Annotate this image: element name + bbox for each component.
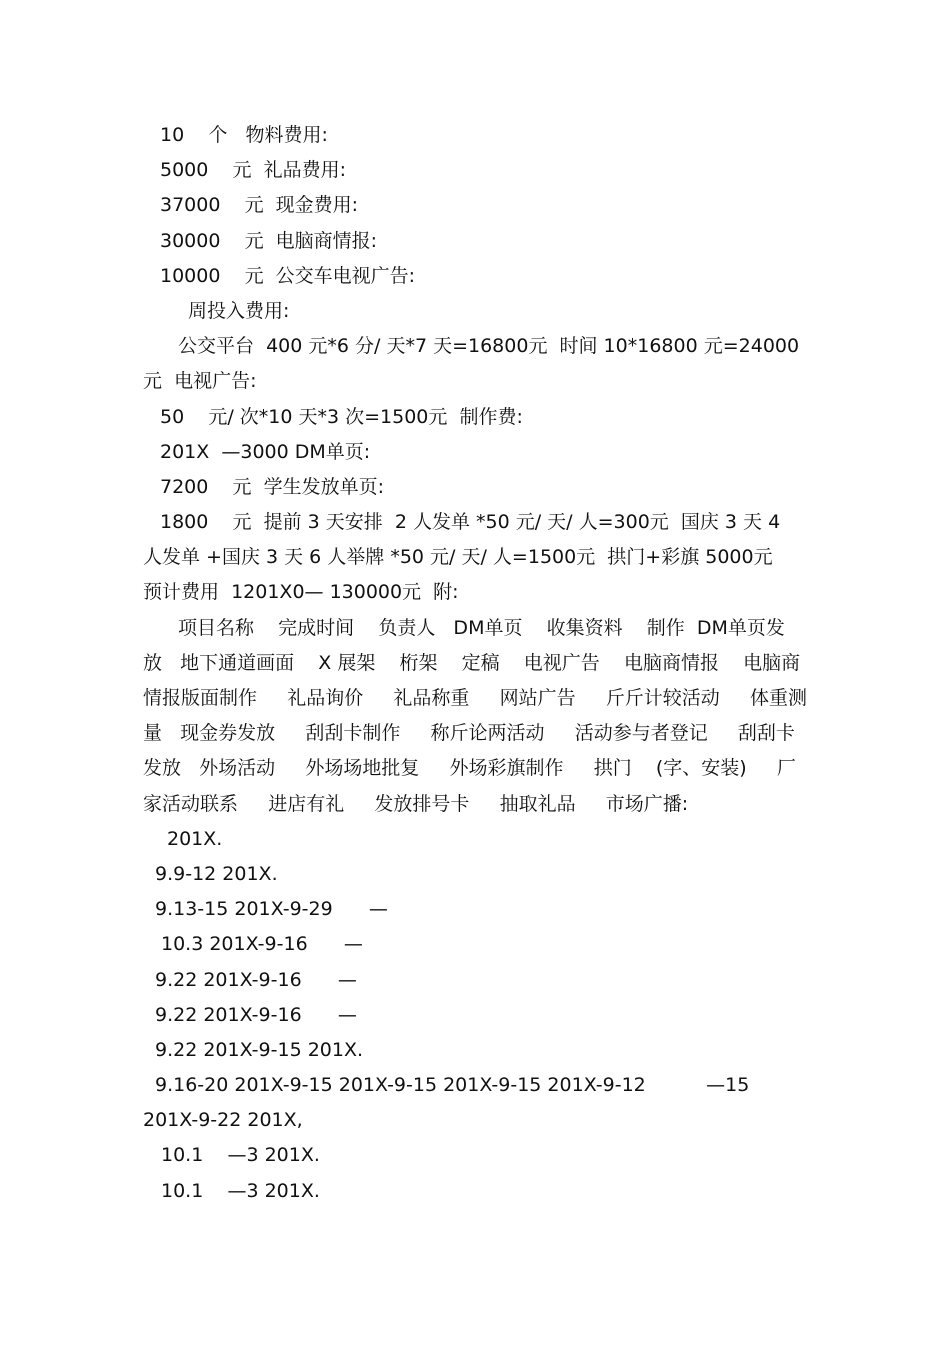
text-line: 9.22 201X-9-15 201X.	[155, 1038, 364, 1061]
text-line: 1800 元 提前 3 天安排 2 人发单 *50 元/ 天/ 人=300元 国庆 3 天 4	[160, 511, 781, 534]
text-line: 201X.	[167, 827, 223, 850]
text-line: 10.1 —3 201X.	[161, 1144, 320, 1167]
text-line: 预计费用 1201X0— 130000元 附:	[143, 581, 459, 604]
text-line: 201X-9-22 201X,	[143, 1109, 303, 1132]
text-line: 10.1 —3 201X.	[161, 1179, 320, 1202]
text-line: 7200 元 学生发放单页:	[160, 475, 384, 498]
text-line: 201X —3000 DM单页:	[160, 440, 371, 463]
text-line: 放 地下通道画面 X 展架 桁架 定稿 电视广告 电脑商情报 电脑商	[143, 651, 801, 674]
text-line: 项目名称 完成时间 负责人 DM单页 收集资料 制作 DM单页发	[178, 616, 785, 639]
text-line: 9.22 201X-9-16 —	[155, 1003, 357, 1026]
text-line: 公交平台 400 元*6 分/ 天*7 天=16800元 时间 10*16800 元=24000	[178, 335, 800, 358]
text-line: 元 电视广告:	[143, 370, 257, 393]
text-line: 9.13-15 201X-9-29 —	[155, 898, 388, 921]
text-line: 家活动联系 进店有礼 发放排号卡 抽取礼品 市场广播:	[143, 792, 689, 815]
text-line: 10 个 物料费用:	[160, 124, 328, 146]
text-line: 10.3 201X-9-16 —	[161, 933, 363, 956]
text-line: 发放 外场活动 外场场地批复 外场彩旗制作 拱门 (字、安装) 厂	[143, 757, 796, 780]
text-line: 量 现金券发放 刮刮卡制作 称斤论两活动 活动参与者登记 刮刮卡	[143, 722, 795, 745]
document-body	[143, 118, 813, 1209]
text-line: 50 元/ 次*10 天*3 次=1500元 制作费:	[160, 405, 523, 428]
text-line: 10000 元 公交车电视广告:	[160, 264, 416, 287]
text-line: 情报版面制作 礼品询价 礼品称重 网站广告 斤斤计较活动 体重测	[143, 687, 807, 709]
text-line: 37000 元 现金费用:	[160, 194, 359, 217]
text-line: 人发单 +国庆 3 天 6 人举牌 *50 元/ 天/ 人=1500元 拱门+彩旗 5000元	[143, 546, 773, 569]
text-line: 9.16-20 201X-9-15 201X-9-15 201X-9-15 201X-9-12 —15	[155, 1074, 750, 1097]
text-line: 30000 元 电脑商情报:	[160, 229, 378, 252]
text-line: 9.9-12 201X.	[155, 862, 278, 885]
text-line: 9.22 201X-9-16 —	[155, 968, 357, 991]
text-line: 周投入费用:	[188, 299, 290, 322]
text-line: 5000 元 礼品费用:	[160, 159, 346, 182]
